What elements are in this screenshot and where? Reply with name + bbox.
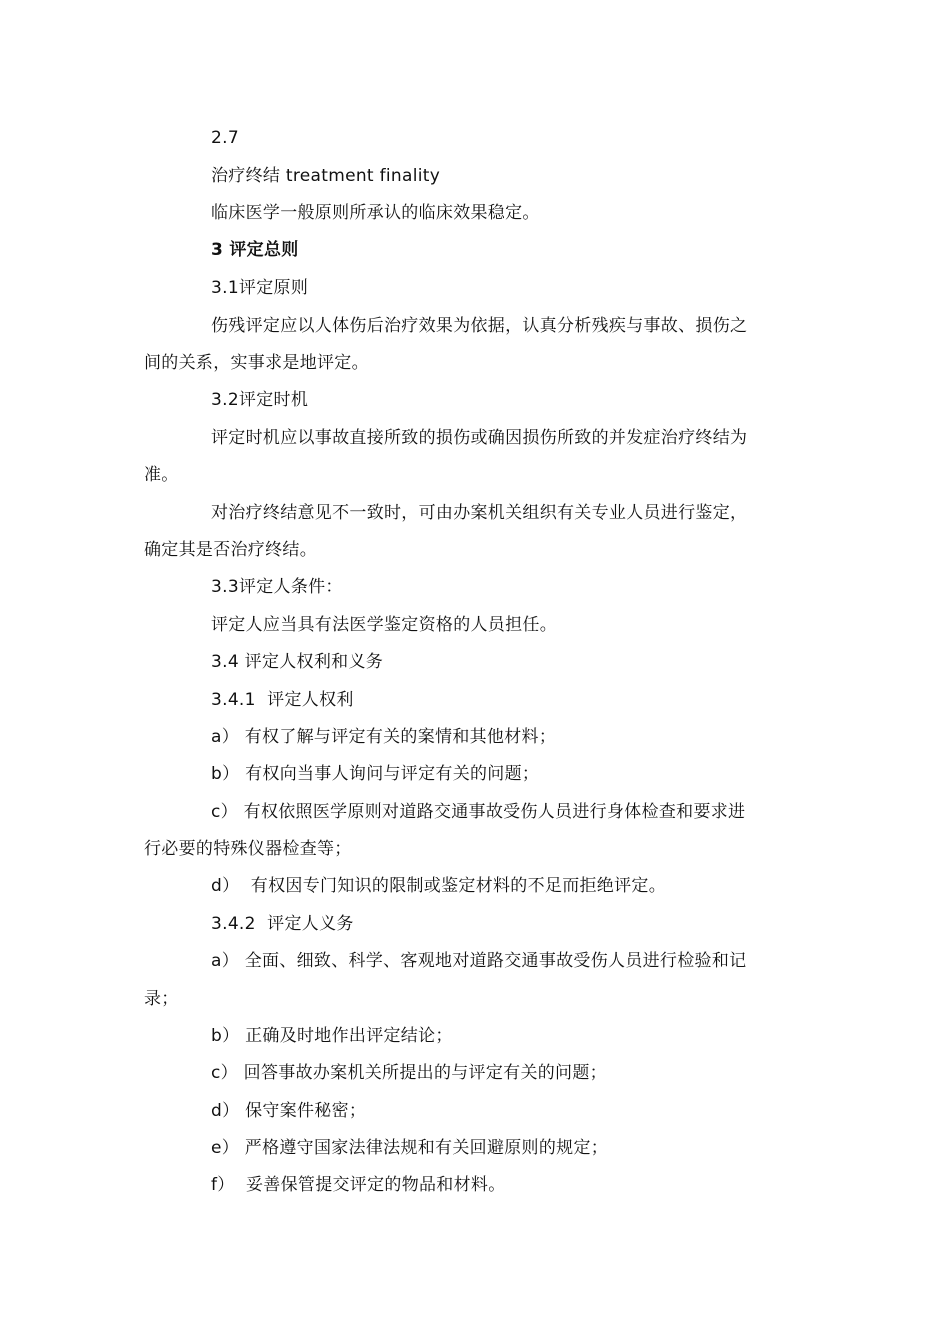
list-item: b） 有权向当事人询问与评定有关的问题； bbox=[211, 764, 540, 784]
definition-text: 临床医学一般原则所承认的临床效果稳定。 bbox=[211, 203, 540, 223]
list-item: c） 回答事故办案机关所提出的与评定有关的问题； bbox=[211, 1063, 607, 1083]
list-item: e） 严格遵守国家法律法规和有关回避原则的规定； bbox=[211, 1138, 609, 1158]
paragraph-line: 准。 bbox=[144, 465, 179, 485]
list-item: d） 保守案件秘密； bbox=[211, 1101, 367, 1121]
paragraph-line: 确定其是否治疗终结。 bbox=[144, 540, 317, 560]
section-heading-3: 3 评定总则 bbox=[211, 240, 299, 260]
list-item-continuation: 行必要的特殊仪器检查等； bbox=[144, 839, 352, 859]
subsection-heading-3-4-2: 3.4.2 评定人义务 bbox=[211, 914, 354, 934]
paragraph-line: 间的关系，实事求是地评定。 bbox=[144, 353, 369, 373]
term-treatment-finality: 治疗终结 treatment finality bbox=[211, 166, 441, 186]
paragraph-line: 对治疗终结意见不一致时，可由办案机关组织有关专业人员进行鉴定， bbox=[211, 503, 748, 523]
section-number-2-7: 2.7 bbox=[211, 128, 239, 148]
subsection-heading-3-4-1: 3.4.1 评定人权利 bbox=[211, 690, 354, 710]
paragraph-line: 评定时机应以事故直接所致的损伤或确因损伤所致的并发症治疗终结为 bbox=[211, 428, 748, 448]
subsection-heading-3-3: 3.3评定人条件： bbox=[211, 577, 343, 597]
list-item: a） 全面、细致、科学、客观地对道路交通事故受伤人员进行检验和记 bbox=[211, 951, 747, 971]
list-item: f） 妥善保管提交评定的物品和材料。 bbox=[211, 1175, 506, 1195]
subsection-heading-3-4: 3.4 评定人权利和义务 bbox=[211, 652, 384, 672]
list-item: b） 正确及时地作出评定结论； bbox=[211, 1026, 453, 1046]
list-item-continuation: 录； bbox=[144, 989, 179, 1009]
paragraph-line: 伤残评定应以人体伤后治疗效果为依据，认真分析残疾与事故、损伤之 bbox=[211, 316, 748, 336]
list-item: d） 有权因专门知识的限制或鉴定材料的不足而拒绝评定。 bbox=[211, 876, 666, 896]
subsection-heading-3-2: 3.2评定时机 bbox=[211, 390, 309, 410]
list-item: a） 有权了解与评定有关的案情和其他材料； bbox=[211, 727, 557, 747]
subsection-heading-3-1: 3.1评定原则 bbox=[211, 278, 309, 298]
paragraph-line: 评定人应当具有法医学鉴定资格的人员担任。 bbox=[211, 615, 557, 635]
list-item: c） 有权依照医学原则对道路交通事故受伤人员进行身体检查和要求进 bbox=[211, 802, 746, 822]
